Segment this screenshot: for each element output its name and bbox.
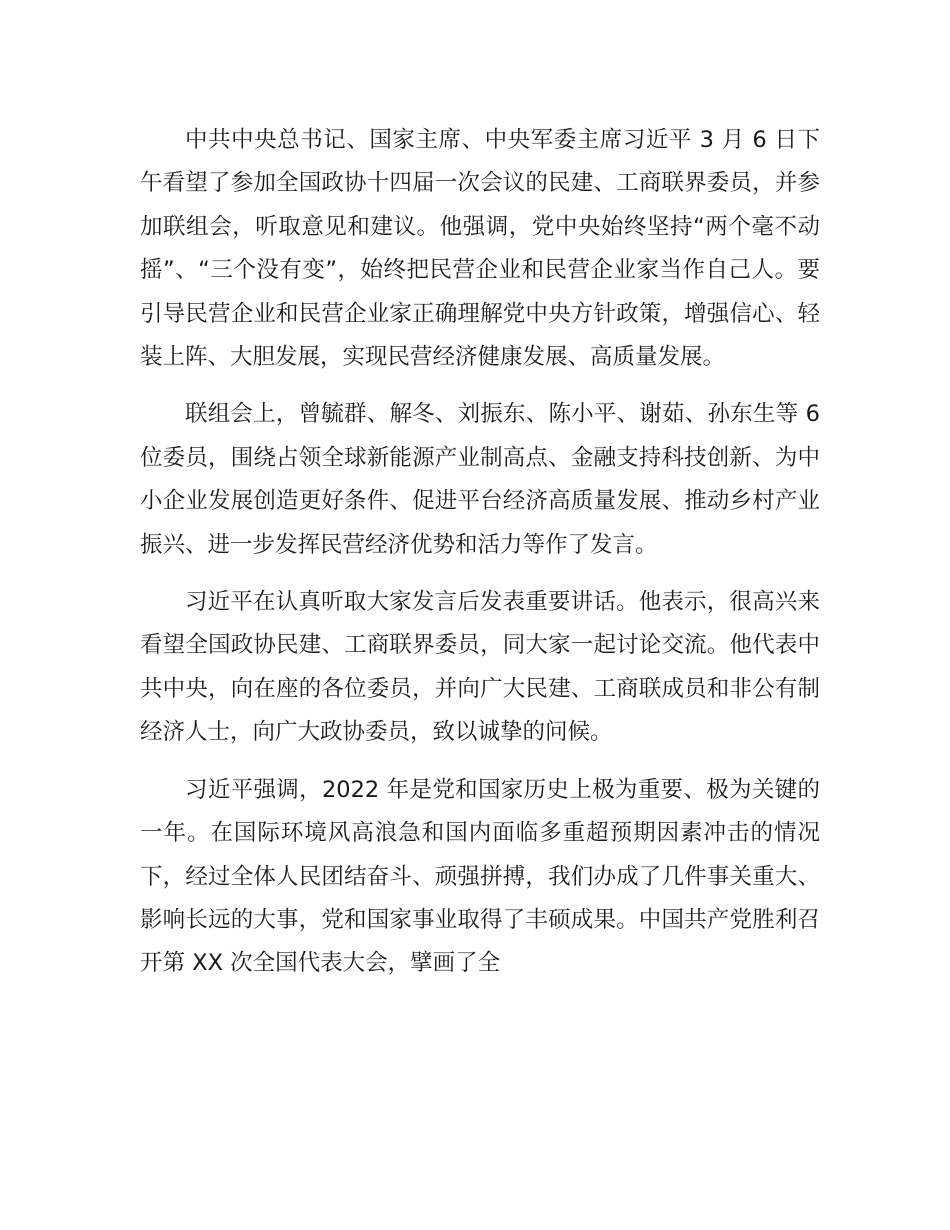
paragraph-3: 习近平在认真听取大家发言后发表重要讲话。他表示，很高兴来看望全国政协民建、工商联界委员，同大家一起讨论交流。他代表中共中央，向在座的各位委员，并向广大民建、工商联成员和非公有制经济人士，向广大政协委员，致以诚挚的问候。	[140, 589, 820, 746]
paragraph-1: 中共中央总书记、国家主席、中央军委主席习近平 3 月 6 日下午看望了参加全国政协十四届一次会议的民建、工商联界委员，并参加联组会，听取意见和建议。他强调，党中央始终坚持“两个毫不动摇”、“三个没有变”，始终把民营企业和民营企业家当作自己人。要引导民营企业和民营企业家正确理解党中央方针政策，增强信心、轻装上阵、大胆发展，实现民营经济健康发展、高质量发展。	[140, 127, 820, 371]
document-body	[140, 119, 820, 1000]
paragraph-2: 联组会上，曾毓群、解冬、刘振东、陈小平、谢茹、孙东生等 6 位委员，围绕占领全球新能源产业制高点、金融支持科技创新、为中小企业发展创造更好条件、促进平台经济高质量发展、推动乡村产业振兴、进一步发挥民营经济优势和活力等作了发言。	[140, 401, 820, 558]
paragraph-4: 习近平强调，2022 年是党和国家历史上极为重要、极为关键的一年。在国际环境风高浪急和国内面临多重超预期因素冲击的情况下，经过全体人民团结奋斗、顽强拼搏，我们办成了几件事关重大、影响长远的大事，党和国家事业取得了丰硕成果。中国共产党胜利召开第 XX 次全国代表大会，擘画了全	[140, 776, 820, 977]
